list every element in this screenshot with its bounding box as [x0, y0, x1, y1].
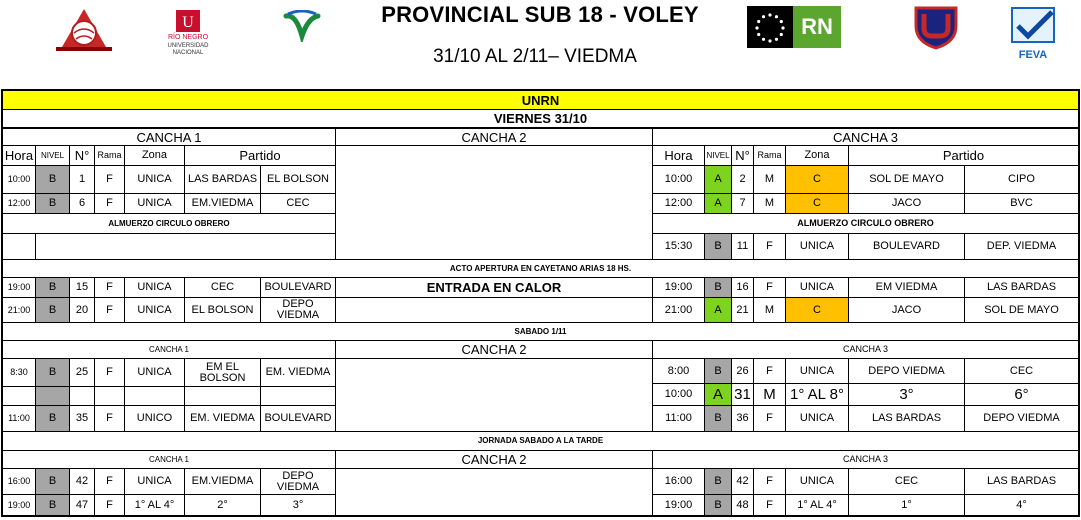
match-visita: CIPO [964, 165, 1079, 194]
match-zona: UNICA [785, 405, 849, 432]
match-visita: LAS BARDAS [964, 468, 1079, 495]
match-number: 25 [69, 358, 95, 387]
match-visita: 4° [964, 494, 1079, 516]
match-local: JACO [848, 297, 965, 323]
match-nivel: B [704, 233, 732, 260]
match-nivel: A [704, 297, 732, 323]
warmup-note: ENTRADA EN CALOR [335, 277, 653, 298]
match-rama: M [753, 165, 786, 194]
match-visita: EL BOLSON [260, 165, 336, 194]
university-line1: RÍO NEGRO [167, 34, 209, 41]
match-rama: F [94, 193, 125, 214]
match-rama: F [94, 494, 125, 516]
match-nivel: B [704, 358, 732, 384]
cancha2-header-sabado: CANCHA 2 [335, 340, 653, 359]
match-local: 1° [848, 494, 965, 516]
cancha2-empty-block [335, 468, 653, 516]
match-number: 48 [731, 494, 754, 516]
match-visita: CEC [260, 193, 336, 214]
match-number: 7 [731, 193, 754, 214]
match-number: 47 [69, 494, 95, 516]
col-numero-c3: N° [731, 145, 754, 166]
match-visita: BOULEVARD [260, 405, 336, 432]
province-badge: RN [793, 6, 841, 48]
match-zona: C [785, 165, 849, 194]
match-rama: M [753, 383, 786, 406]
match-visita: 6° [964, 383, 1079, 406]
match-nivel: B [35, 468, 70, 495]
match-local: DEPO VIEDMA [848, 358, 965, 384]
empty-cell [2, 233, 36, 260]
col-rama: Rama [94, 145, 125, 166]
match-nivel: B [35, 494, 70, 516]
match-number: 21 [731, 297, 754, 323]
match-rama: F [94, 405, 125, 432]
match-zona: UNICA [124, 358, 185, 387]
match-nivel: A [704, 383, 732, 406]
university-line3: NACIONAL [172, 50, 204, 56]
match-nivel: B [704, 494, 732, 516]
match-local: 3° [848, 383, 965, 406]
match-rama: F [753, 233, 786, 260]
match-number: 31 [731, 383, 754, 406]
match-hora: 12:00 [2, 193, 36, 214]
match-nivel: B [35, 277, 70, 298]
match-hora: 10:00 [2, 165, 36, 194]
match-rama: M [753, 193, 786, 214]
match-visita: DEPO VIEDMA [260, 297, 336, 323]
match-hora: 16:00 [2, 468, 36, 495]
match-nivel: B [35, 297, 70, 323]
cancha2-header-tarde: CANCHA 2 [335, 450, 653, 469]
match-local: SOL DE MAYO [848, 165, 965, 194]
match-zona: C [785, 297, 849, 323]
svg-text:U: U [182, 14, 194, 31]
match-local: 2° [184, 494, 261, 516]
match-hora: 19:00 [2, 494, 36, 516]
match-zona: 1° AL 4° [124, 494, 185, 516]
col-rama-c3: Rama [753, 145, 786, 166]
university-line2: UNIVERSIDAD [167, 43, 209, 49]
match-number: 2 [731, 165, 754, 194]
match-nivel: A [704, 193, 732, 214]
empty-nivel-cell [35, 386, 70, 406]
cancha1-header: CANCHA 1 [2, 128, 336, 146]
match-visita: 3° [260, 494, 336, 516]
empty-cell [35, 233, 336, 260]
match-zona: UNICA [124, 468, 185, 495]
match-zona: UNICA [124, 165, 185, 194]
match-nivel: B [35, 165, 70, 194]
match-zona: UNICA [124, 277, 185, 298]
match-rama: F [753, 468, 786, 495]
cancha2-empty-block [335, 233, 653, 260]
empty-cell [94, 386, 125, 406]
match-rama: F [753, 358, 786, 384]
match-hora: 10:00 [652, 165, 705, 194]
match-local: LAS BARDAS [848, 405, 965, 432]
match-visita: DEPO VIEDMA [964, 405, 1079, 432]
match-nivel: B [35, 193, 70, 214]
match-zona: 1° AL 4° [785, 494, 849, 516]
col-hora: Hora [2, 145, 36, 166]
match-zona: UNICA [785, 468, 849, 495]
match-rama: F [94, 297, 125, 323]
cancha2-empty-block [335, 145, 653, 234]
match-local: EM. VIEDMA [184, 405, 261, 432]
match-number: 36 [731, 405, 754, 432]
empty-cell [2, 386, 36, 406]
match-hora: 19:00 [652, 277, 705, 298]
match-rama: F [94, 165, 125, 194]
match-zona: UNICA [124, 297, 185, 323]
match-zona: C [785, 193, 849, 214]
match-local: BOULEVARD [848, 233, 965, 260]
match-number: 6 [69, 193, 95, 214]
match-visita: SOL DE MAYO [964, 297, 1079, 323]
match-zona: UNICA [785, 277, 849, 298]
cancha2-header: CANCHA 2 [335, 128, 653, 146]
col-partido: Partido [184, 145, 336, 166]
match-hora: 19:00 [2, 277, 36, 298]
cancha3-header: CANCHA 3 [652, 128, 1079, 146]
match-nivel: B [35, 405, 70, 432]
col-zona-c3: Zona [785, 145, 849, 166]
match-hora: 11:00 [2, 405, 36, 432]
day-header-sabado: SABADO 1/11 [2, 322, 1079, 341]
page-title: PROVINCIAL SUB 18 - VOLEY [381, 2, 699, 27]
match-zona: UNICA [785, 358, 849, 384]
match-visita: BOULEVARD [260, 277, 336, 298]
match-rama: F [94, 277, 125, 298]
match-nivel: B [35, 358, 70, 387]
afternoon-header: JORNADA SABADO A LA TARDE [2, 431, 1079, 451]
match-hora: 16:00 [652, 468, 705, 495]
match-number: 1 [69, 165, 95, 194]
col-nivel-c3: NIVEL [704, 145, 732, 166]
match-zona: UNICO [124, 405, 185, 432]
cancha1-header-tarde: CANCHA 1 [2, 450, 336, 469]
match-local: JACO [848, 193, 965, 214]
match-number: 15 [69, 277, 95, 298]
match-local: EL BOLSON [184, 297, 261, 323]
col-nivel: NIVEL [35, 145, 70, 166]
match-local: EM.VIEDMA [184, 193, 261, 214]
col-numero: N° [69, 145, 95, 166]
match-local: EM EL BOLSON [184, 358, 261, 387]
match-hora: 8:30 [2, 358, 36, 387]
cancha3-header-tarde: CANCHA 3 [652, 450, 1079, 469]
empty-cell [184, 386, 261, 406]
venue-banner: UNRN [2, 90, 1079, 110]
match-visita: DEPO VIEDMA [260, 468, 336, 495]
match-rama: F [94, 468, 125, 495]
col-zona: Zona [124, 145, 185, 166]
match-local: EM VIEDMA [848, 277, 965, 298]
match-visita: CEC [964, 358, 1079, 384]
match-hora: 12:00 [652, 193, 705, 214]
match-rama: F [753, 277, 786, 298]
match-hora: 19:00 [652, 494, 705, 516]
match-visita: LAS BARDAS [964, 277, 1079, 298]
page-subtitle: 31/10 AL 2/11– VIEDMA [433, 46, 637, 67]
match-visita: DEP. VIEDMA [964, 233, 1079, 260]
match-rama: F [753, 494, 786, 516]
match-nivel: B [704, 468, 732, 495]
match-rama: F [94, 358, 125, 387]
match-number: 20 [69, 297, 95, 323]
empty-cell [124, 386, 185, 406]
match-hora: 8:00 [652, 358, 705, 384]
match-number: 16 [731, 277, 754, 298]
cancha2-empty-block [335, 358, 653, 432]
match-visita: BVC [964, 193, 1079, 214]
almuerzo-note-c3: ALMUERZO CIRCULO OBRERO [652, 213, 1079, 234]
empty-cell [69, 386, 95, 406]
day-header: VIERNES 31/10 [2, 109, 1079, 128]
match-nivel: B [704, 405, 732, 432]
match-zona: UNICA [785, 233, 849, 260]
match-local: CEC [848, 468, 965, 495]
match-zona: UNICA [124, 193, 185, 214]
cancha3-header-sabado: CANCHA 3 [652, 340, 1079, 359]
match-number: 35 [69, 405, 95, 432]
match-hora: 15:30 [652, 233, 705, 260]
match-hora: 21:00 [652, 297, 705, 323]
match-hora: 11:00 [652, 405, 705, 432]
match-number: 42 [731, 468, 754, 495]
match-visita: EM. VIEDMA [260, 358, 336, 387]
match-rama: M [753, 297, 786, 323]
match-local: CEC [184, 277, 261, 298]
match-nivel: A [704, 165, 732, 194]
match-local: LAS BARDAS [184, 165, 261, 194]
match-local: EM.VIEDMA [184, 468, 261, 495]
match-zona: 1° AL 8° [785, 383, 849, 406]
match-nivel: B [704, 277, 732, 298]
match-hora: 21:00 [2, 297, 36, 323]
almuerzo-note-c1: ALMUERZO CIRCULO OBRERO [2, 213, 336, 234]
cancha2-empty-cell [335, 297, 653, 323]
match-number: 11 [731, 233, 754, 260]
opening-act-note: ACTO APERTURA EN CAYETANO ARIAS 18 HS. [2, 259, 1079, 278]
feva-label: FEVA [1018, 49, 1048, 61]
cancha1-header-sabado: CANCHA 1 [2, 340, 336, 359]
empty-cell [260, 386, 336, 406]
match-number: 42 [69, 468, 95, 495]
match-rama: F [753, 405, 786, 432]
match-number: 26 [731, 358, 754, 384]
col-partido-c3: Partido [848, 145, 1079, 166]
col-hora-c3: Hora [652, 145, 705, 166]
match-hora: 10:00 [652, 383, 705, 406]
